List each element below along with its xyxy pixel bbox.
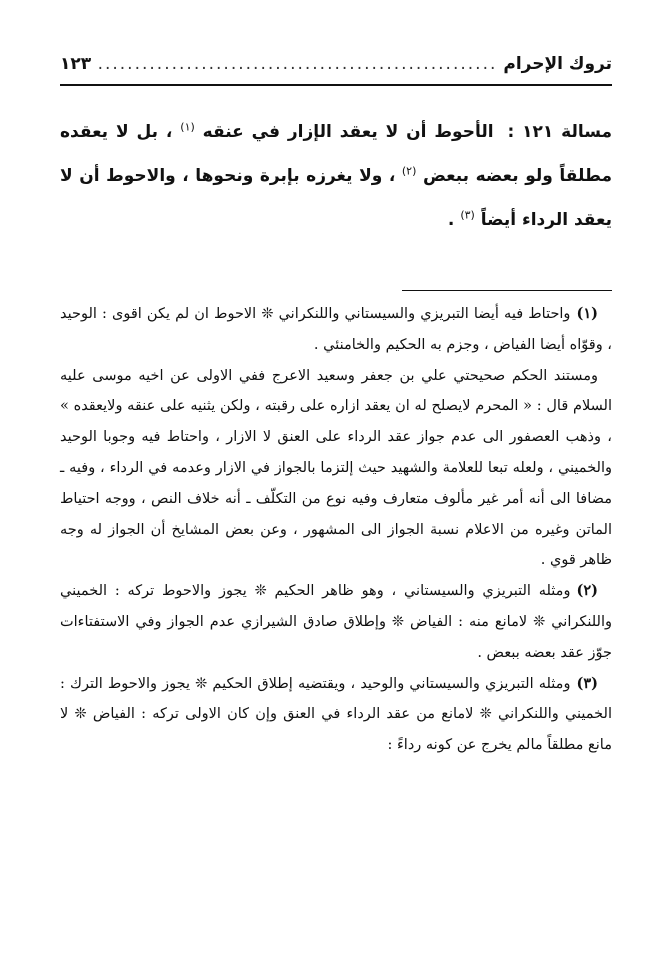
footnote-1-continuation xyxy=(60,361,612,577)
running-header xyxy=(60,54,612,82)
header-dot-leader xyxy=(97,54,497,74)
footnote-3-number: (٣) xyxy=(576,674,598,692)
footnote-2-text: ومثله التبريزي والسيستاني ، وهو ظاهر الحكيم ❊ يجوز والاحوط تركه : الخميني واللنكراني ❊ لامانع منه : الفياض ❊ وإطلاق صادق الشيرازي عدم الجواز وفي الاستفتاءات جوّز عقد بعضه ببعض . xyxy=(60,583,612,661)
footnote-1-text: واحتاط فيه أيضا التبريزي والسيستاني واللنكراني ❊ الاحوط ان لم يكن اقوى : الوحيد ، وقوّاه أيضا الفياض ، وجزم به الحكيم والخامنئي . xyxy=(60,306,612,353)
footnote-1-text-2: ومستند الحكم صحيحتي علي بن جعفر وسعيد الاعرج ففي الاولى عن اخيه موسى عليه السلام قال : « المحرم لايصلح له ان يعقد ازاره على رقبته ، ولكن يثنيه على عنقه ولايعقده » ، وذهب العصفور الى عدم جواز عقد الرداء على العنق لا الازار ، واحتاط فيه وجوبا الوحيد والخميني ، ولعله تبعا للعلامة والشهيد حيث إلتزما بالجواز في الازار وعدمه في الرداء ، وفيه ـ مضافا الى أنه أمر غير مألوف متعارف وفيه نوع من التكلّف ـ أنه خلاف النص ، ووجه احتياط الماتن وغيره من الاعلام نسبة الجواز الى المشهور ، وعن بعض المشايخ أن الجواز له وجه ظاهر قوي . xyxy=(60,367,612,569)
footnote-separator xyxy=(402,290,612,291)
header-rule xyxy=(60,84,612,86)
footnote-1-number: (١) xyxy=(576,305,598,322)
chapter-title: تروك الإحرام xyxy=(503,54,612,74)
page-number: ١٢٣ xyxy=(60,54,92,74)
footnote-3-text: ومثله التبريزي والسيستاني والوحيد ، ويقتضيه إطلاق الحكيم ❊ يجوز والاحوط الترك : الخميني واللنكراني ❊ لامانع من عقد الرداء في العنق وإن كان الاولى تركه : الفياض ❊ لا مانع مطلقاً مالم يخرج عن كونه رداءً : xyxy=(60,675,612,754)
footnote-2-number: (٢) xyxy=(576,582,598,600)
main-text-part-3: ، ولا يغرزه بإبرة ونحوها ، والاحوط أن لا يعقد الرداء أيضاً xyxy=(60,166,612,230)
footnote-ref-1: (١) xyxy=(180,120,195,134)
footnote-3 xyxy=(60,669,612,761)
main-text-part-1: الأحوط أن لا يعقد الإزار في عنقه xyxy=(202,122,494,142)
main-text xyxy=(60,110,612,242)
main-text-part-2: ، بل لا يعقده مطلقاً ولو بعضه ببعض xyxy=(60,122,613,186)
footnote-2 xyxy=(60,576,612,668)
book-page xyxy=(60,54,612,761)
footnotes xyxy=(60,299,612,761)
issue-label: مسالة ١٢١ : xyxy=(507,122,613,142)
footnote-1 xyxy=(60,299,612,361)
main-text-part-4: . xyxy=(447,210,455,230)
footnote-ref-3: (٣) xyxy=(460,208,475,222)
footnote-ref-2: (٢) xyxy=(401,164,417,178)
